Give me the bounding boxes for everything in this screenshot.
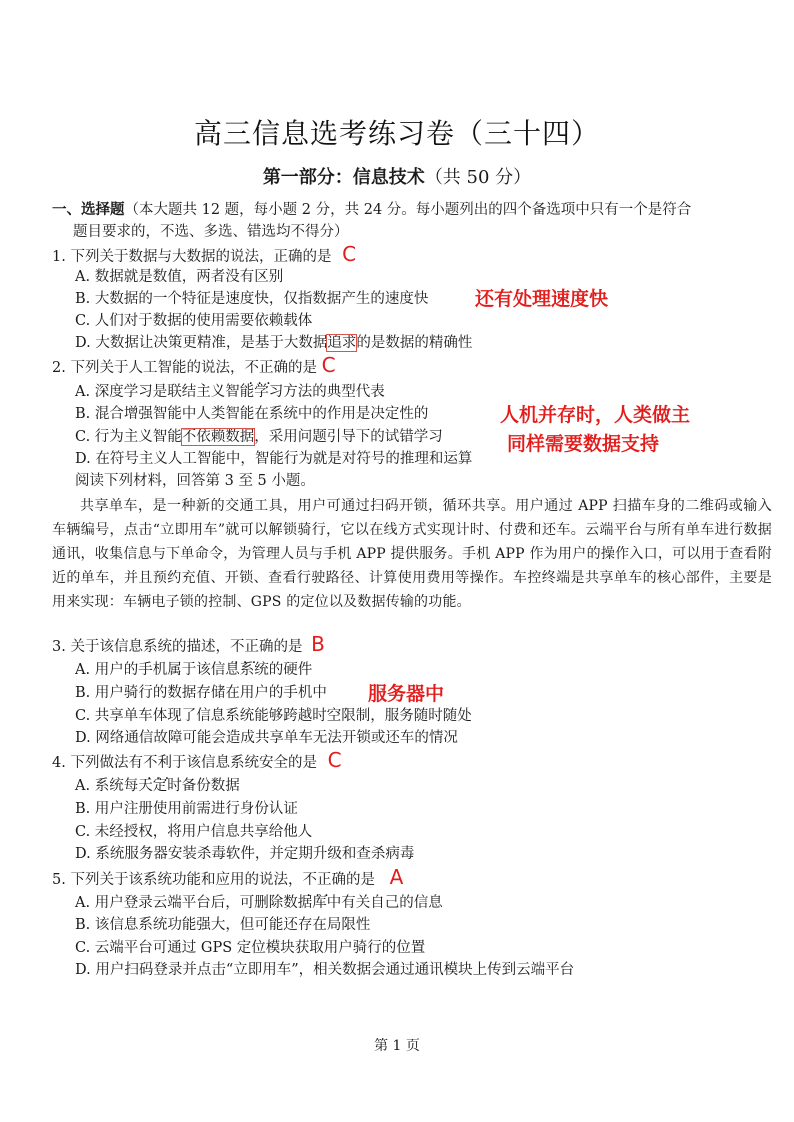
- option-2a: A. 深度学习是联结主义智能学习方法的典型代表: [75, 384, 385, 400]
- page-title: 高三信息选考练习卷（三十四）: [193, 117, 600, 150]
- question-stem: 下列关于人工智能的说法，: [70, 360, 245, 376]
- annotation-note: 还有处理速度快: [475, 288, 609, 310]
- question-number: 5.: [52, 872, 66, 888]
- section-instructions: （本大题共 12 题，每小题 2 分，共 24 分。每小题列出的四个备选项中只有一个是符合: [124, 202, 692, 218]
- section-label: 一、选择题: [52, 202, 125, 218]
- option-5a: A. 用户登录云端平台后，可删除数据库中有关自己的信息: [75, 895, 443, 911]
- option-text: ，采用问题引导下的试错学习: [254, 429, 443, 445]
- question-stem: 的是: [287, 360, 317, 376]
- question-stem: 关于该信息系统的描述，: [70, 639, 230, 655]
- question-stem: 下列做法有: [70, 755, 143, 771]
- emphasis-text: 不正确 · · ·: [244, 360, 288, 376]
- emphasis-text: 不利于 · · ·: [143, 755, 187, 771]
- emphasis-text: 不正确 · · ·: [302, 872, 346, 888]
- question-stem: 下列关于该系统功能和应用的说法，: [70, 872, 303, 888]
- part-heading-score: （共 50 分）: [424, 167, 532, 188]
- option-1b: B. 大数据的一个特征是速度快，仅指数据产生的速度快: [75, 291, 429, 307]
- question-number: 1.: [52, 249, 66, 265]
- option-4c: C. 未经授权，将用户信息共享给他人: [75, 824, 313, 840]
- option-4b: B. 用户注册使用前需进行身份认证: [75, 801, 298, 817]
- part-heading: [0, 163, 794, 189]
- annotation-note: 人机并存时，人类做主: [500, 404, 691, 426]
- question-2: [52, 354, 336, 379]
- question-5: [52, 866, 403, 891]
- highlight-box: 追求: [327, 335, 357, 351]
- option-5c: C. 云端平台可通过 GPS 定位模块获取用户骑行的位置: [75, 940, 426, 956]
- option-2d: D. 在符号主义人工智能中，智能行为就是对符号的推理和运算: [75, 451, 473, 467]
- reading-intro: 阅读下列材料，回答第 3 至 5 小题。: [75, 473, 315, 489]
- question-stem: 的是: [273, 639, 303, 655]
- reading-passage: 共享单车，是一种新的交通工具，用户可通过扫码开锁，循环共享。用户通过 APP 扫描车身的二维码或输入车辆编号，点击“立即用车”就可以解锁骑行，它以在线方式实现计时、付费和还车。云端平台与所有单车进行数据通讯，收集信息与下单命令，为管理人员与手机 APP 提供服务。手机 APP 作为用户的操作入口，可以用于查看附近的单车，并且预约充值、开锁、查看行驶路径、计算使用费用等操作。车控终端是共享单车的核心部件，主要是用来实现：车辆电子锁的控制、GPS 的定位以及数据传输的功能。: [52, 498, 772, 610]
- option-3b: B. 用户骑行的数据存储在用户的手机中: [75, 685, 327, 701]
- annotation-note: 同样需要数据支持: [507, 433, 660, 455]
- option-2c: [75, 426, 443, 448]
- handwritten-answer: C: [327, 748, 342, 772]
- option-text: C. 行为主义智能: [75, 429, 182, 445]
- emphasis-text: 不正确 · · ·: [230, 639, 274, 655]
- question-3: [52, 633, 325, 658]
- highlight-box: 不依赖数据: [181, 429, 255, 445]
- part-heading-bold: 第一部分：信息技术: [262, 167, 425, 188]
- question-stem: 的是: [345, 872, 375, 888]
- question-stem: 该信息系统安全的是: [186, 755, 317, 771]
- option-text: 的是数据的精确性: [356, 335, 473, 351]
- option-text: D. 大数据让决策更精准，是基于大数据: [75, 335, 328, 351]
- option-1c: C. 人们对于数据的使用需要依赖载体: [75, 313, 313, 329]
- annotation-note: 服务器中: [368, 683, 445, 705]
- question-number: 3.: [52, 639, 66, 655]
- handwritten-answer: B: [311, 632, 325, 656]
- handwritten-answer: A: [389, 865, 404, 889]
- question-1: [52, 243, 356, 268]
- question-4: [52, 749, 342, 774]
- section-instructions-cont: 题目要求的，不选、多选、错选均不得分）: [73, 224, 349, 240]
- option-2b: B. 混合增强智能中人类智能在系统中的作用是决定性的: [75, 406, 429, 422]
- option-4a: A. 系统每天定时备份数据: [75, 778, 240, 794]
- question-number: 2.: [52, 360, 66, 376]
- option-3d: D. 网络通信故障可能会造成共享单车无法开锁或还车的情况: [75, 730, 458, 746]
- handwritten-answer: C: [321, 353, 336, 377]
- question-stem: 下列关于数据与大数据的说法，正确的是: [70, 249, 332, 265]
- option-5b: B. 该信息系统功能强大，但可能还存在局限性: [75, 917, 371, 933]
- page-number: 第 1 页: [374, 1038, 420, 1054]
- option-1a: A. 数据就是数值，两者没有区别: [75, 269, 284, 285]
- question-number: 4.: [52, 755, 66, 771]
- option-3c: C. 共享单车体现了信息系统能够跨越时空限制，服务随时随处: [75, 708, 472, 724]
- option-4d: D. 系统服务器安装杀毒软件，并定期升级和查杀病毒: [75, 846, 415, 862]
- option-1d: [75, 332, 472, 354]
- handwritten-answer: C: [342, 242, 357, 266]
- option-3a: A. 用户的手机属于该信息系统的硬件: [75, 662, 313, 678]
- option-5d: D. 用户扫码登录并点击“立即用车”，相关数据会通过通讯模块上传到云端平台: [75, 962, 575, 978]
- section-heading: [52, 199, 691, 221]
